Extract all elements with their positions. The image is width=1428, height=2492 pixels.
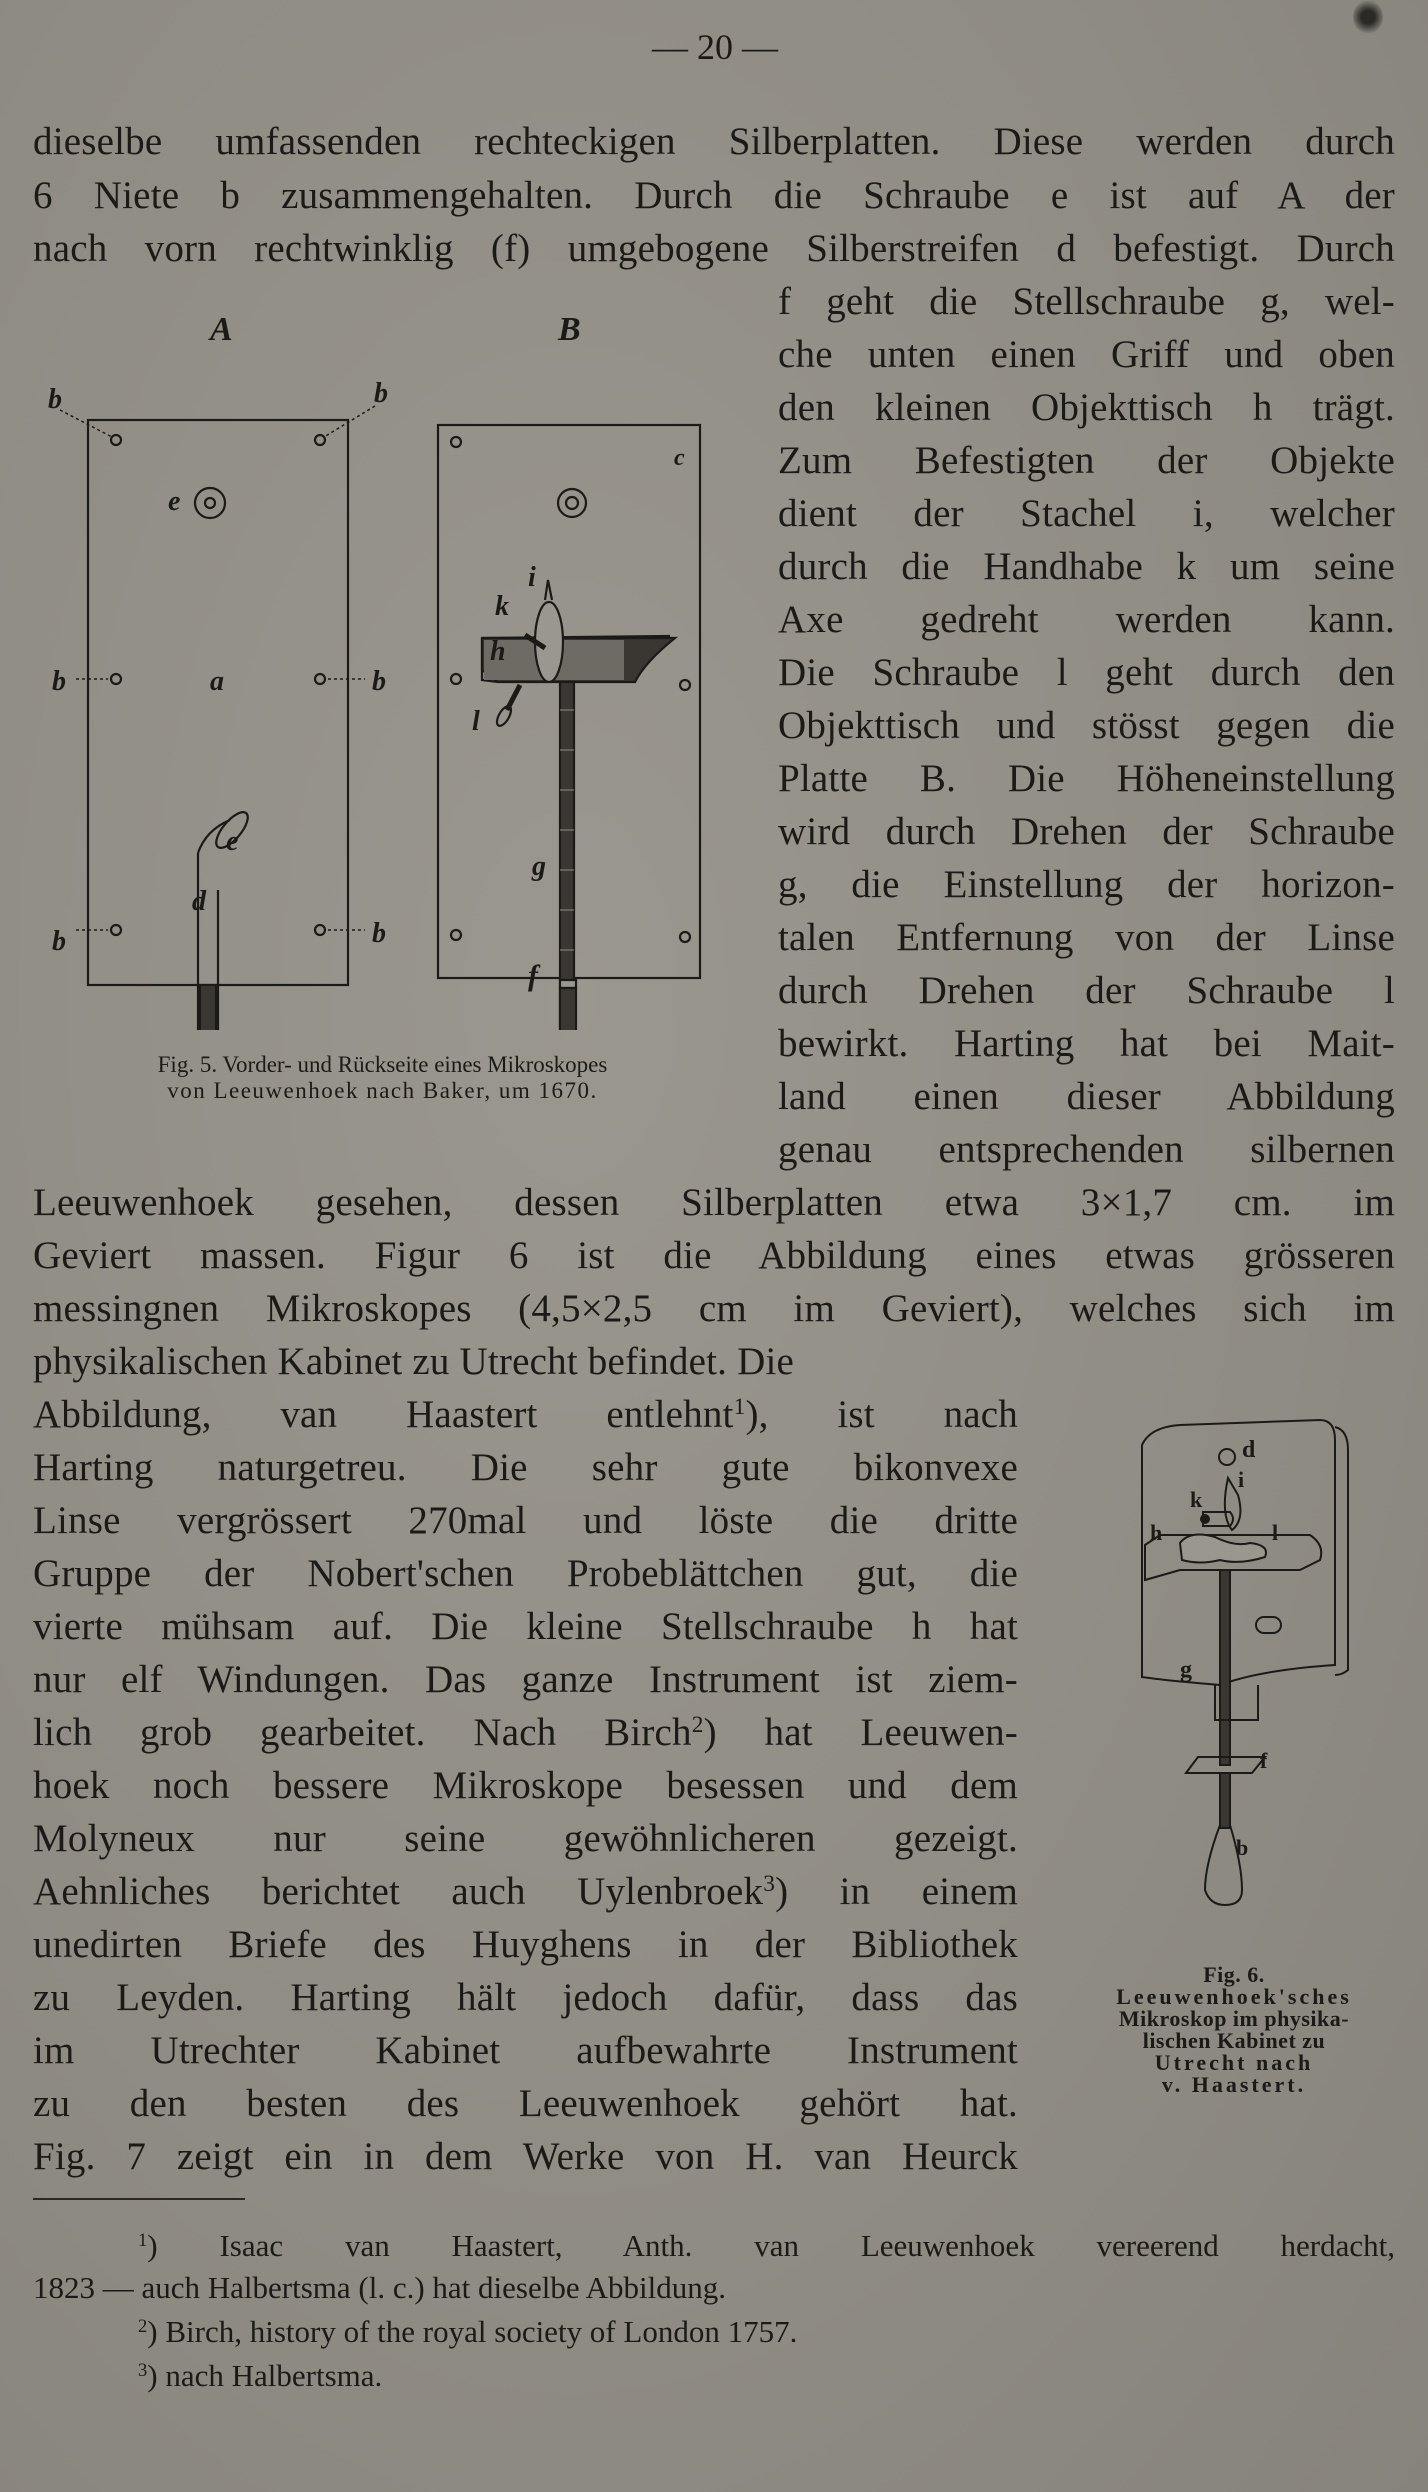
footnote-text: Isaac van Haastert, Anth. van Leeuwenhoek vereerend herdacht, <box>219 2228 1395 2263</box>
text-line: nur elf Windungen. Das ganze Instrument ist ziem- <box>33 1658 1018 1701</box>
text-line: Axe gedreht werden kann. <box>778 598 1395 641</box>
text-fragment: Aehnliches berichtet auch Uylenbroek <box>33 1870 764 1913</box>
label-c: c <box>674 445 685 471</box>
text-line: Die Schraube l geht durch den <box>778 651 1395 694</box>
footnote-1-continuation: 1823 — auch Halbertsma (l. c.) hat dieselbe Abbildung. <box>33 2270 727 2305</box>
label-h: h <box>490 636 506 667</box>
label-b: b <box>48 384 62 415</box>
label-d: d <box>192 886 206 917</box>
text-line: hoek noch bessere Mikroskope besessen und dem <box>33 1764 1018 1807</box>
label-d: d <box>1242 1437 1256 1463</box>
text-line <box>33 1868 1018 1916</box>
text-fragment: ) in einem <box>775 1870 1018 1913</box>
lens-d <box>1219 1449 1235 1465</box>
text-line: Objekttisch und stösst gegen die <box>778 704 1395 747</box>
label-g: g <box>1180 1657 1192 1683</box>
text-line: land einen dieser Abbildung <box>778 1075 1395 1118</box>
caption-line: Utrecht nach <box>1154 2050 1314 2075</box>
text-line: messingnen Mikroskopes (4,5×2,5 cm im Geviert), welches sich im <box>33 1287 1395 1330</box>
label-a: a <box>210 666 224 697</box>
figure-6-illustration <box>1120 1395 1350 1955</box>
text-line: dieselbe umfassenden rechteckigen Silberplatten. Diese werden durch <box>33 120 1395 163</box>
label-i: i <box>1238 1467 1245 1492</box>
text-line: Linse vergrössert 270mal und löste die dritte <box>33 1499 1018 1542</box>
figure-5-caption <box>30 1052 735 1104</box>
label-panel-b: B <box>558 311 581 348</box>
label-k: k <box>1190 1487 1203 1512</box>
text-line: Platte B. Die Höheneinstellung <box>778 757 1395 800</box>
text-fragment: Abbildung, van Haastert entlehnt <box>33 1393 734 1436</box>
footnote-mark: 3 <box>138 2359 148 2381</box>
footnote-3: $^3$) nach Halbertsma. <box>138 2358 383 2393</box>
caption-line: Fig. 6. <box>1203 1962 1265 1987</box>
label-l: l <box>472 706 480 737</box>
text-line: f geht die Stellschraube g, wel- <box>778 280 1395 323</box>
text-line: Leeuwenhoek gesehen, dessen Silberplatten etwa 3×1,7 cm. im <box>33 1181 1395 1224</box>
footnote-1: $^1$) Isaac van Haastert, Anth. van Leeuwenhoek vereerend herdacht, <box>138 2228 1395 2263</box>
caption-line: von Leeuwenhoek nach Baker, um 1670. <box>167 1078 598 1103</box>
text-fragment: ) hat Leeuwen- <box>703 1711 1018 1754</box>
footnote-mark: 1 <box>138 2229 148 2251</box>
label-e: e <box>168 486 181 517</box>
text-line: Zum Befestigten der Objekte <box>778 439 1395 482</box>
text-line: talen Entfernung von der Linse <box>778 916 1395 959</box>
text-line: zu den besten des Leeuwenhoek gehört hat. <box>33 2082 1018 2125</box>
footnote-mark: 2 <box>138 2315 148 2337</box>
label-l: l <box>1272 1520 1279 1545</box>
caption-line: Mikroskop im physika- <box>1118 2006 1350 2031</box>
footnote-text: nach Halbertsma. <box>165 2358 383 2393</box>
caption-line: Leeuwenhoek'sches <box>1116 1984 1352 2009</box>
label-panel-a: A <box>210 311 233 348</box>
label-g: g <box>532 851 546 882</box>
label-e: e <box>226 826 239 857</box>
caption-line: Fig. 5. Vorder- und Rückseite eines Mikroskopes <box>157 1052 608 1077</box>
label-b: b <box>52 926 66 957</box>
caption-line: v. Haastert. <box>1161 2072 1307 2097</box>
text-line <box>33 1709 1018 1757</box>
text-line: den kleinen Objekttisch h trägt. <box>778 386 1395 429</box>
footnote-ref[interactable]: 2 <box>691 1712 704 1739</box>
text-line: im Utrechter Kabinet aufbewahrte Instrument <box>33 2029 1018 2072</box>
text-line: 6 Niete b zusammengehalten. Durch die Schraube e ist auf A der <box>33 174 1395 217</box>
label-i: i <box>528 562 536 593</box>
text-line: Harting naturgetreu. Die sehr gute bikonvexe <box>33 1446 1018 1489</box>
footnote-2: $^2$) Birch, history of the royal society of London 1757. <box>138 2314 798 2349</box>
text-line <box>33 1391 1018 1439</box>
footnote-text: Birch, history of the royal society of London 1757. <box>165 2314 798 2349</box>
page-number: — 20 — <box>652 27 778 67</box>
figure-6-caption <box>1050 1964 1418 2096</box>
text-line: che unten einen Griff und oben <box>778 333 1395 376</box>
label-b: b <box>1236 1835 1249 1860</box>
footnote-ref[interactable]: 1 <box>733 1394 746 1421</box>
label-b: b <box>372 918 386 949</box>
label-h: h <box>1150 1520 1163 1545</box>
footnote-ref[interactable]: 3 <box>763 1871 776 1898</box>
text-line: durch Drehen der Schraube l <box>778 969 1395 1012</box>
text-fragment: lich grob gearbeitet. Nach Birch <box>33 1711 692 1754</box>
label-k: k <box>495 591 509 622</box>
text-line: unedirten Briefe des Huyghens in der Bibliothek <box>33 1923 1018 1966</box>
label-b: b <box>52 666 66 697</box>
text-line: Geviert massen. Figur 6 ist die Abbildung eines etwas grösseren <box>33 1234 1395 1277</box>
label-b: b <box>372 666 386 697</box>
text-line: nach vorn rechtwinklig (f) umgebogene Silberstreifen d befestigt. Durch <box>33 227 1395 270</box>
label-f: f <box>528 959 538 992</box>
caption-line: lischen Kabinet zu <box>1142 2028 1326 2053</box>
ink-blot <box>1353 0 1383 34</box>
text-line: wird durch Drehen der Schraube <box>778 810 1395 853</box>
text-line: genau entsprechenden silbernen <box>778 1128 1395 1171</box>
label-f: f <box>1260 1748 1268 1773</box>
text-line: Gruppe der Nobert'schen Probeblättchen gut, die <box>33 1552 1018 1595</box>
text-line: durch die Handhabe k um seine <box>778 545 1395 588</box>
text-line: Molyneux nur seine gewöhnlicheren gezeigt. <box>33 1817 1018 1860</box>
text-line: dient der Stachel i, welcher <box>778 492 1395 535</box>
text-line: physikalischen Kabinet zu Utrecht befindet. Die <box>33 1340 794 1383</box>
text-line: bewirkt. Harting hat bei Mait- <box>778 1022 1395 1065</box>
footnote-divider <box>33 2198 245 2200</box>
text-line: zu Leyden. Harting hält jedoch dafür, dass das <box>33 1976 1018 2019</box>
text-line: vierte mühsam auf. Die kleine Stellschraube h hat <box>33 1605 1018 1648</box>
text-line: Fig. 7 zeigt ein in dem Werke von H. van Heurck <box>33 2135 1018 2178</box>
text-line: g, die Einstellung der horizon- <box>778 863 1395 906</box>
text-fragment: ), ist nach <box>745 1393 1019 1436</box>
figure-5-illustration <box>20 290 740 1030</box>
label-b: b <box>374 378 388 409</box>
